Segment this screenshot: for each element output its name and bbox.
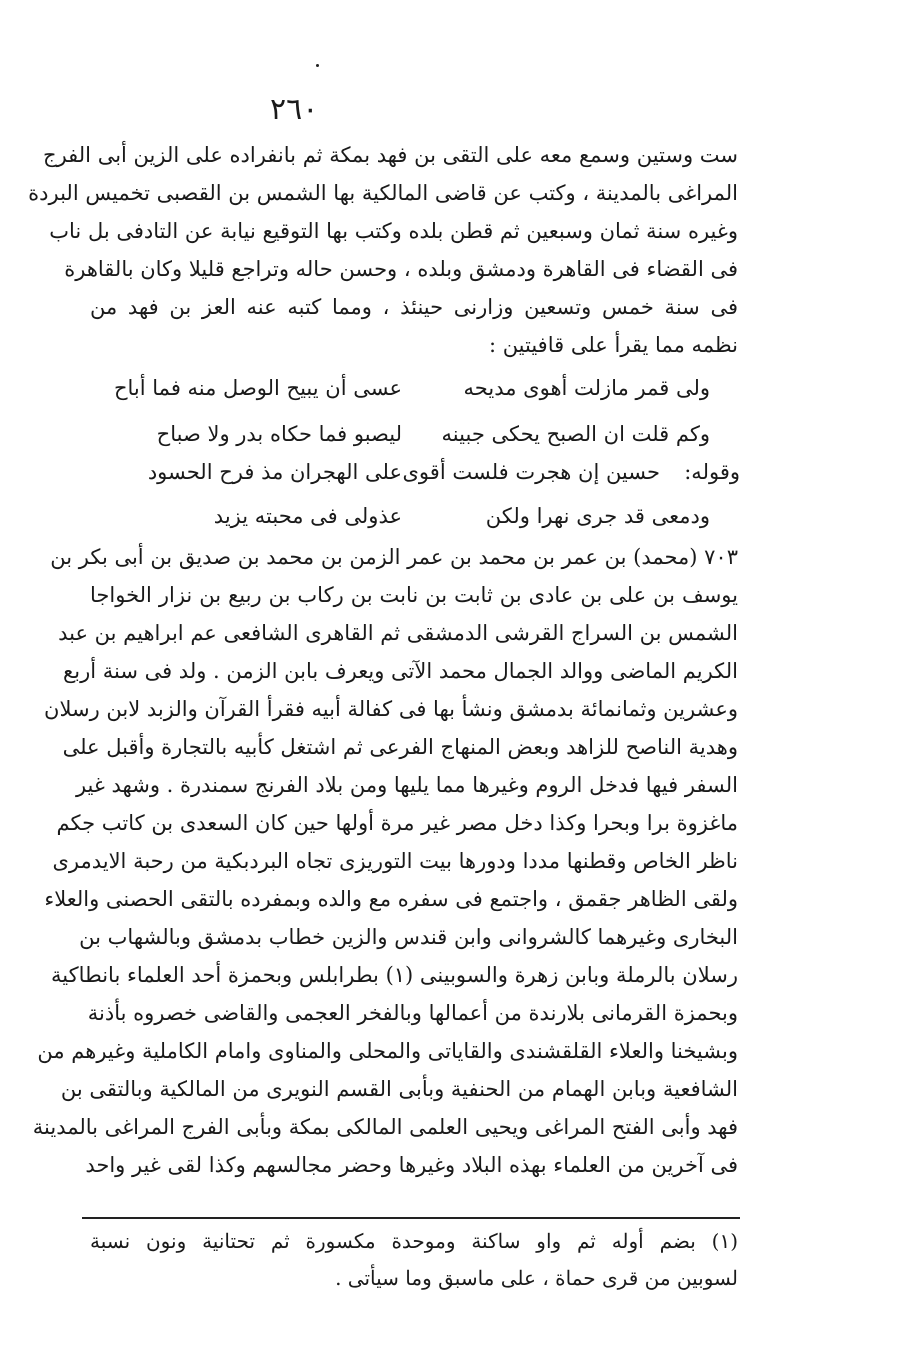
entry-line: رسلان بالرملة وبابن زهرة والسوبينى (١) بطرابلس وبحمزة أحد العلماء بانطاكية <box>50 963 738 987</box>
entry-line: وبحمزة القرمانى بلارندة من أعمالها وبالفخر العجمى والقاضى خصروه بأذنة <box>87 1001 738 1025</box>
verse-first-hemistich: ولى قمر مازلت أهوى مديحه <box>463 376 710 400</box>
entry-line: يوسف بن على بن عادى بن ثابت بن نابت بن ركاب بن ربيع بن نزار الخواجا <box>90 583 738 607</box>
entry-line: وعشرين وثمانمائة بدمشق ونشأ بها فى كفالة أبيه فقرأ القرآن والزبد لابن رسلان <box>44 697 738 721</box>
entry-line: ناظر الخاص وقطنها مددا ودورها بيت التوريزى تجاه البردبكية من رحبة الايدمرى <box>52 849 738 873</box>
entry-line: فى آخرين من العلماء بهذه البلاد وغيرها وحضر مجالسهم وكذا لقى غير واحد <box>85 1153 738 1177</box>
footnote-line: (١) بضم أوله ثم واو ساكنة وموحدة مكسورة ثم تحتانية ونون نسبة <box>90 1229 738 1253</box>
entry-line: السفر فيها فدخل الروم وغيرها مما يليها ومن بلاد الفرنج سمندرة . وشهد غير <box>75 773 738 797</box>
verse-first-hemistich: حسين إن هجرت فلست أقوى <box>402 460 660 484</box>
verse-first-hemistich: ودمعى قد جرى نهرا ولكن <box>485 504 710 528</box>
entry-line: الكريم الماضى ووالد الجمال محمد الآتى ويعرف بابن الزمن . ولد فى سنة أربع <box>63 659 738 683</box>
entry-line: ولقى الظاهر جقمق ، واجتمع فى سفره مع والده وبمفرده بالتقى الحصنى والعلاء <box>44 887 738 911</box>
footnote-line: لسوبين من قرى حماة ، على ماسبق وما سيأتى . <box>335 1266 738 1290</box>
entry-line: ٧٠٣ (محمد) بن عمر بن محمد بن عمر الزمن بن محمد بن صديق بن أبى بكر بن <box>50 545 738 569</box>
verse-label: وقوله: <box>684 460 740 484</box>
verse-first-hemistich: وكم قلت ان الصبح يحكى جبينه <box>441 422 710 446</box>
entry-line: الشمس بن السراج القرشى الدمشقى ثم القاهرى الشافعى عم ابراهيم بن عبد <box>58 621 738 645</box>
ink-dot <box>316 64 319 67</box>
verse-second-hemistich: عسى أن يبيح الوصل منه فما أباح <box>113 376 402 400</box>
entry-line: البخارى وغيرهما كالشروانى وابن قندس والزين خطاب بدمشق وبالشهاب بن <box>79 925 738 949</box>
verse-second-hemistich: على الهجران مذ فرح الحسود <box>147 460 402 484</box>
body-line: ست وستين وسمع معه على التقى بن فهد بمكة ثم بانفراده على الزين أبى الفرج <box>43 143 738 167</box>
body-line: وغيره سنة ثمان وسبعين ثم قطن بلده وكتب بها التوقيع نيابة عن التادفى بل ناب <box>49 219 738 243</box>
body-line: نظمه مما يقرأ على قافيتين : <box>488 333 738 357</box>
body-line: المراغى بالمدينة ، وكتب عن قاضى المالكية بها الشمس بن القصبى تخميس البردة <box>28 181 738 205</box>
entry-line: وبشيخنا والعلاء القلقشندى والقاياتى والمحلى والمناوى وامام الكاملية وغيرهم من <box>37 1039 738 1063</box>
verse-second-hemistich: ليصبو فما حكاه بدر ولا صباح <box>156 422 402 446</box>
body-line: فى القضاء فى القاهرة ودمشق وبلده ، وحسن حاله وتراجع قليلا وكان بالقاهرة <box>64 257 738 281</box>
entry-line: وهدية الناصح للزاهد وبعض المنهاج الفرعى ثم اشتغل كأبيه بالتجارة وأقبل على <box>62 735 738 759</box>
footnote-rule <box>82 1217 740 1219</box>
entry-line: فهد وأبى الفتح المراغى ويحيى العلمى المالكى بمكة وبأبى الفرج المراغى بالمدينة <box>32 1115 738 1139</box>
entry-line: الشافعية وبابن الهمام من الحنفية وبأبى القسم النويرى من المالكية وبالتقى بن <box>60 1077 738 1101</box>
body-line: فى سنة خمس وتسعين وزارنى حينئذ ، ومما كتبه عنه العز بن فهد من <box>90 295 738 319</box>
entry-line: ماغزوة برا وبحرا وكذا دخل مصر غير مرة أولها حين كان السعدى بن كاتب جكم <box>56 811 738 835</box>
verse-second-hemistich: عذولى فى محبته يزيد <box>213 504 402 528</box>
page-number: ٢٦٠ <box>270 92 319 127</box>
